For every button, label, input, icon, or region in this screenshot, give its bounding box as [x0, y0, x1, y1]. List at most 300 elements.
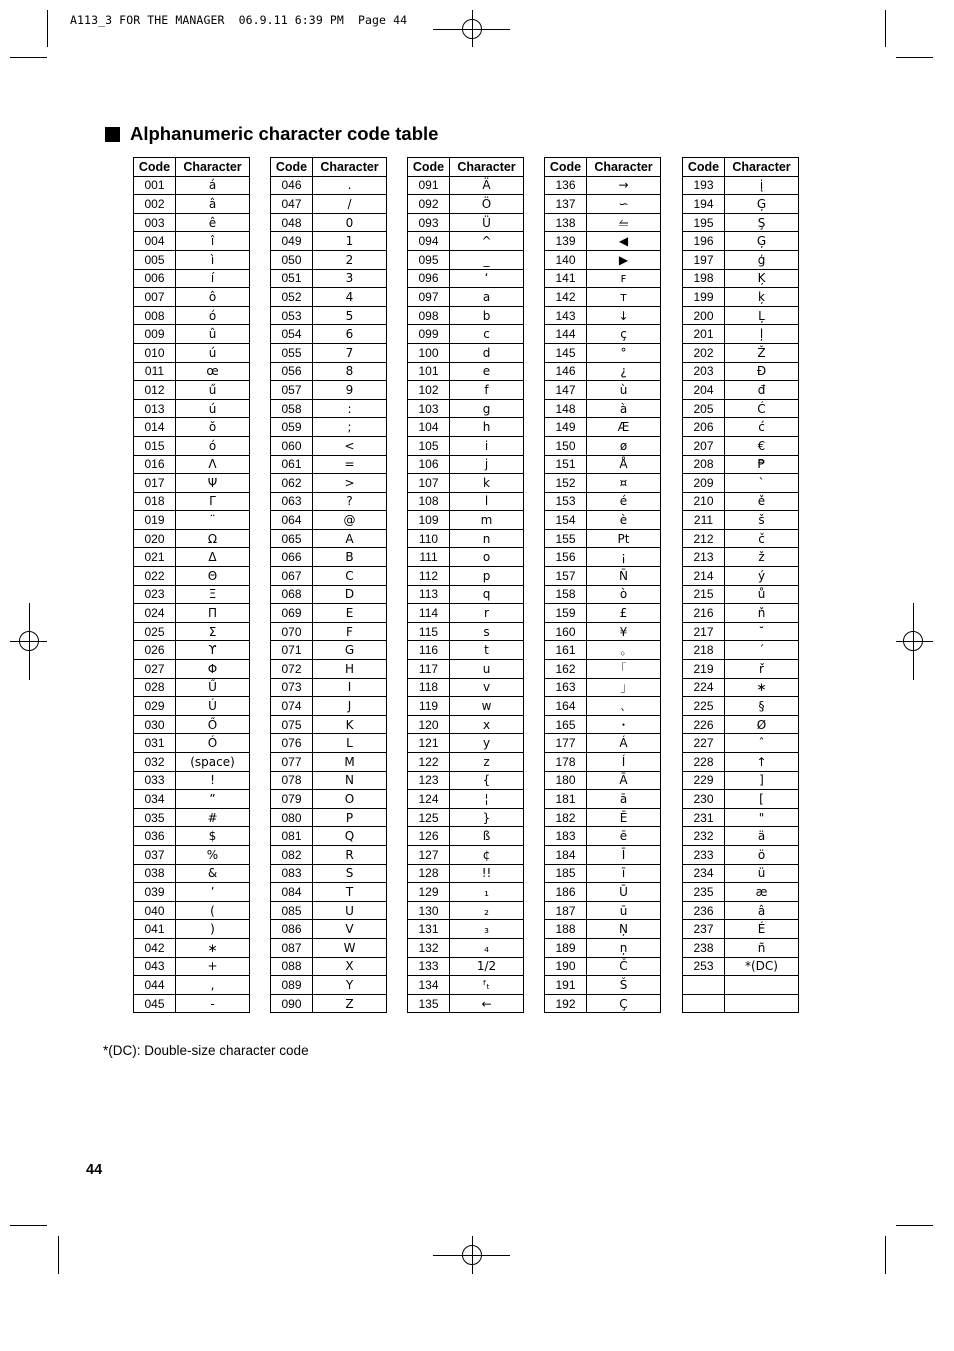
code-cell: 028	[134, 678, 176, 697]
code-cell: 082	[271, 845, 313, 864]
character-cell: U	[313, 901, 387, 920]
character-cell: 1/2	[450, 957, 524, 976]
character-cell: Θ	[176, 567, 250, 586]
code-cell: 135	[408, 994, 450, 1013]
character-cell: I	[313, 678, 387, 697]
character-cell: e	[450, 362, 524, 381]
code-cell: 025	[134, 622, 176, 641]
character-cell: b	[450, 306, 524, 325]
code-cell: 042	[134, 938, 176, 957]
table-row	[545, 548, 661, 567]
table-row	[271, 288, 387, 307]
code-cell: 238	[683, 938, 725, 957]
column-header-character: Character	[313, 158, 387, 177]
character-cell: Q	[313, 827, 387, 846]
code-cell: 205	[683, 399, 725, 418]
code-cell: 034	[134, 790, 176, 809]
code-cell: 181	[545, 790, 587, 809]
table-row	[271, 474, 387, 493]
table-row	[683, 808, 799, 827]
character-cell: h	[450, 418, 524, 437]
code-cell: 017	[134, 474, 176, 493]
character-cell: Ļ	[725, 306, 799, 325]
table-row	[408, 660, 524, 679]
table-row	[683, 622, 799, 641]
code-cell: 091	[408, 176, 450, 195]
table-row	[408, 455, 524, 474]
page-title: Alphanumeric character code table	[130, 123, 439, 144]
code-cell: 076	[271, 734, 313, 753]
code-cell: 035	[134, 808, 176, 827]
code-cell: 148	[545, 399, 587, 418]
character-cell: *(DC)	[725, 957, 799, 976]
character-cell: )	[176, 920, 250, 939]
character-cell: Σ	[176, 622, 250, 641]
code-cell: 044	[134, 976, 176, 995]
code-cell: 180	[545, 771, 587, 790]
table-row	[545, 343, 661, 362]
code-cell: 057	[271, 381, 313, 400]
character-cell: ¢	[450, 845, 524, 864]
table-row	[134, 753, 250, 772]
code-cell: 202	[683, 343, 725, 362]
character-cell: 8	[313, 362, 387, 381]
character-cell: ó	[176, 436, 250, 455]
character-cell: Ø	[725, 715, 799, 734]
code-cell: 004	[134, 232, 176, 251]
table-row	[408, 753, 524, 772]
character-cell: Ö	[450, 195, 524, 214]
code-cell: 203	[683, 362, 725, 381]
code-cell: 182	[545, 808, 587, 827]
crop-mark	[885, 1236, 886, 1274]
code-cell: 079	[271, 790, 313, 809]
character-cell: (space)	[176, 753, 250, 772]
table-row	[545, 845, 661, 864]
character-cell: €	[725, 436, 799, 455]
code-cell	[683, 976, 725, 995]
character-cell: û	[176, 325, 250, 344]
code-cell: 086	[271, 920, 313, 939]
character-cell: â	[725, 901, 799, 920]
table-row	[134, 474, 250, 493]
code-cell: 226	[683, 715, 725, 734]
code-cell: 063	[271, 492, 313, 511]
code-cell: 067	[271, 567, 313, 586]
code-cell: 023	[134, 585, 176, 604]
code-cell: 012	[134, 381, 176, 400]
character-cell: ñ	[725, 938, 799, 957]
table-row	[545, 771, 661, 790]
code-cell: 027	[134, 660, 176, 679]
character-cell: î	[176, 232, 250, 251]
code-cell: 211	[683, 511, 725, 530]
character-cell: `	[725, 474, 799, 493]
table-row	[408, 511, 524, 530]
code-cell: 131	[408, 920, 450, 939]
character-cell: ê	[176, 213, 250, 232]
code-cell: 020	[134, 529, 176, 548]
code-cell: 114	[408, 604, 450, 623]
table-row	[408, 474, 524, 493]
character-cell: £	[587, 604, 661, 623]
character-cell: ‘	[450, 269, 524, 288]
print-slug: A113_3 FOR THE MANAGER 06.9.11 6:39 PM Page 44	[70, 13, 408, 27]
character-cell: .	[313, 176, 387, 195]
crop-mark	[10, 1225, 47, 1226]
table-row	[683, 827, 799, 846]
code-cell: 048	[271, 213, 313, 232]
character-cell: Ű	[176, 678, 250, 697]
code-cell: 070	[271, 622, 313, 641]
code-cell: 213	[683, 548, 725, 567]
table-row	[545, 715, 661, 734]
table-row	[271, 325, 387, 344]
code-cell: 033	[134, 771, 176, 790]
code-cell: 099	[408, 325, 450, 344]
table-row	[683, 678, 799, 697]
character-cell: ú	[176, 343, 250, 362]
code-cell: 075	[271, 715, 313, 734]
code-cell: 051	[271, 269, 313, 288]
character-cell: +	[176, 957, 250, 976]
table-row	[683, 250, 799, 269]
code-cell: 083	[271, 864, 313, 883]
footnote: *(DC): Double-size character code	[103, 1043, 309, 1058]
code-cell: 110	[408, 529, 450, 548]
character-cell: ö	[725, 845, 799, 864]
code-cell: 186	[545, 883, 587, 902]
table-row	[545, 455, 661, 474]
character-cell: C	[313, 567, 387, 586]
character-cell: Ū	[587, 883, 661, 902]
character-cell: T	[313, 883, 387, 902]
code-cell: 087	[271, 938, 313, 957]
character-cell: Ć	[725, 399, 799, 418]
table-row	[134, 660, 250, 679]
table-row	[408, 213, 524, 232]
character-cell: Ķ	[725, 269, 799, 288]
table-row	[134, 622, 250, 641]
table-row	[408, 771, 524, 790]
character-cell: ^	[450, 232, 524, 251]
table-row	[271, 250, 387, 269]
code-cell: 121	[408, 734, 450, 753]
character-cell: ē	[587, 827, 661, 846]
code-cell: 018	[134, 492, 176, 511]
character-cell: q	[450, 585, 524, 604]
character-cell: č	[725, 529, 799, 548]
character-cell: /	[313, 195, 387, 214]
character-cell: ģ	[725, 250, 799, 269]
table-row	[683, 176, 799, 195]
code-cell: 229	[683, 771, 725, 790]
table-header-row	[408, 158, 524, 177]
code-cell: 177	[545, 734, 587, 753]
table-row	[545, 213, 661, 232]
code-cell: 095	[408, 250, 450, 269]
section-heading	[105, 123, 438, 145]
table-row	[408, 790, 524, 809]
code-cell: 113	[408, 585, 450, 604]
square-bullet-icon	[105, 127, 120, 142]
code-cell: 136	[545, 176, 587, 195]
code-cell: 072	[271, 660, 313, 679]
character-cell: :	[313, 399, 387, 418]
table-row	[134, 436, 250, 455]
code-cell: 112	[408, 567, 450, 586]
code-cell: 210	[683, 492, 725, 511]
character-cell: R	[313, 845, 387, 864]
character-cell: ű	[176, 381, 250, 400]
character-cell: 5	[313, 306, 387, 325]
table-row	[545, 585, 661, 604]
character-cell: Pt	[587, 529, 661, 548]
character-cell: }	[450, 808, 524, 827]
table-row	[545, 697, 661, 716]
table-row	[683, 697, 799, 716]
code-cell: 123	[408, 771, 450, 790]
table-row	[134, 641, 250, 660]
code-cell: 008	[134, 306, 176, 325]
code-cell: 068	[271, 585, 313, 604]
table-row	[683, 548, 799, 567]
table-row	[134, 232, 250, 251]
character-cell: š	[725, 511, 799, 530]
table-row	[545, 938, 661, 957]
character-cell: æ	[725, 883, 799, 902]
table-row	[683, 753, 799, 772]
column-header-character: Character	[587, 158, 661, 177]
character-cell: ｡	[587, 641, 661, 660]
code-cell: 102	[408, 381, 450, 400]
table-row	[408, 176, 524, 195]
character-cell: i	[450, 436, 524, 455]
code-cell: 234	[683, 864, 725, 883]
character-cell: 3	[313, 269, 387, 288]
code-cell: 019	[134, 511, 176, 530]
table-row	[271, 771, 387, 790]
table-row	[271, 845, 387, 864]
table-row	[271, 567, 387, 586]
character-cell: ’	[176, 883, 250, 902]
code-cell: 139	[545, 232, 587, 251]
character-cell: Ģ	[725, 195, 799, 214]
character-cell: Č	[587, 957, 661, 976]
table-row	[545, 511, 661, 530]
code-cell: 119	[408, 697, 450, 716]
code-cell: 046	[271, 176, 313, 195]
character-cell: ↑	[725, 753, 799, 772]
table-row	[271, 920, 387, 939]
code-cell: 185	[545, 864, 587, 883]
table-row	[545, 399, 661, 418]
code-cell: 218	[683, 641, 725, 660]
character-cell: Ş	[725, 213, 799, 232]
character-cell: t	[450, 641, 524, 660]
character-cell: v	[450, 678, 524, 697]
table-row	[545, 994, 661, 1013]
table-row	[545, 325, 661, 344]
table-row	[271, 548, 387, 567]
character-cell: 2	[313, 250, 387, 269]
code-cell: 207	[683, 436, 725, 455]
code-cell: 209	[683, 474, 725, 493]
character-cell: J	[313, 697, 387, 716]
code-cell: 144	[545, 325, 587, 344]
code-cell: 156	[545, 548, 587, 567]
table-row	[271, 808, 387, 827]
character-cell: ⥪	[587, 213, 661, 232]
character-cell: į	[725, 176, 799, 195]
table-row	[545, 864, 661, 883]
code-cell: 235	[683, 883, 725, 902]
table-row	[134, 845, 250, 864]
character-cell: N	[313, 771, 387, 790]
character-cell: ø	[587, 436, 661, 455]
code-cell: 096	[408, 269, 450, 288]
character-cell: ü	[725, 864, 799, 883]
table-row	[408, 232, 524, 251]
code-cell: 010	[134, 343, 176, 362]
character-cell: ù	[587, 381, 661, 400]
table-row	[408, 641, 524, 660]
code-cell: 041	[134, 920, 176, 939]
table-row	[683, 399, 799, 418]
character-cell: ¿	[587, 362, 661, 381]
code-cell: 105	[408, 436, 450, 455]
code-cell: 049	[271, 232, 313, 251]
code-cell: 014	[134, 418, 176, 437]
character-cell: ě	[725, 492, 799, 511]
table-row	[134, 381, 250, 400]
table-row	[134, 957, 250, 976]
character-cell: ň	[725, 604, 799, 623]
table-row	[683, 604, 799, 623]
character-cell: l	[450, 492, 524, 511]
character-cell: s	[450, 622, 524, 641]
code-cell: 061	[271, 455, 313, 474]
code-cell: 128	[408, 864, 450, 883]
table-row	[134, 288, 250, 307]
character-cell: ₱	[725, 455, 799, 474]
character-cell: E	[313, 604, 387, 623]
code-cell: 201	[683, 325, 725, 344]
code-cell: 109	[408, 511, 450, 530]
code-cell: 069	[271, 604, 313, 623]
table-row	[134, 808, 250, 827]
code-cell: 216	[683, 604, 725, 623]
table-row	[271, 362, 387, 381]
table-row	[271, 957, 387, 976]
table-row	[545, 195, 661, 214]
code-cell: 132	[408, 938, 450, 957]
table-row	[271, 399, 387, 418]
table-row	[134, 697, 250, 716]
table-row	[134, 548, 250, 567]
character-cell: ç	[587, 325, 661, 344]
table-row	[683, 306, 799, 325]
character-cell: ļ	[725, 325, 799, 344]
character-cell: #	[176, 808, 250, 827]
table-row	[545, 176, 661, 195]
table-row	[271, 436, 387, 455]
character-cell: ´	[725, 641, 799, 660]
character-cell: ᴛ	[587, 288, 661, 307]
code-cell: 108	[408, 492, 450, 511]
character-cell: ∗	[725, 678, 799, 697]
code-cell: 200	[683, 306, 725, 325]
table-row	[134, 176, 250, 195]
character-cell: á	[176, 176, 250, 195]
table-row	[271, 176, 387, 195]
character-cell: =	[313, 455, 387, 474]
table-row	[408, 362, 524, 381]
table-row	[408, 845, 524, 864]
code-table	[270, 157, 387, 1013]
character-cell: đ	[725, 381, 799, 400]
table-header-row	[271, 158, 387, 177]
character-cell: !!	[450, 864, 524, 883]
code-cell: 085	[271, 901, 313, 920]
character-cell: Π	[176, 604, 250, 623]
character-cell: ņ	[587, 938, 661, 957]
code-cell: 029	[134, 697, 176, 716]
code-cell: 126	[408, 827, 450, 846]
code-table	[544, 157, 661, 1013]
code-cell: 215	[683, 585, 725, 604]
character-cell: ŏ	[176, 418, 250, 437]
table-row	[545, 883, 661, 902]
table-row	[408, 938, 524, 957]
code-cell: 163	[545, 678, 587, 697]
code-cell: 165	[545, 715, 587, 734]
character-cell: Ģ	[725, 232, 799, 251]
table-row	[271, 938, 387, 957]
table-row	[683, 883, 799, 902]
code-cell: 155	[545, 529, 587, 548]
character-cell: ¤	[587, 474, 661, 493]
table-row	[271, 455, 387, 474]
table-row	[271, 622, 387, 641]
table-row	[134, 362, 250, 381]
character-cell: Ņ	[587, 920, 661, 939]
table-row	[271, 734, 387, 753]
code-cell: 118	[408, 678, 450, 697]
page-number: 44	[86, 1162, 103, 1178]
code-cell: 142	[545, 288, 587, 307]
code-cell: 158	[545, 585, 587, 604]
table-row	[683, 269, 799, 288]
character-cell: ô	[176, 288, 250, 307]
crop-mark	[896, 1225, 933, 1226]
code-cell: 219	[683, 660, 725, 679]
character-cell: Ī	[587, 845, 661, 864]
code-cell: 253	[683, 957, 725, 976]
character-cell: œ	[176, 362, 250, 381]
column-header-code: Code	[408, 158, 450, 177]
character-cell: w	[450, 697, 524, 716]
character-cell: ˘	[725, 622, 799, 641]
code-cell: 060	[271, 436, 313, 455]
character-cell: H	[313, 660, 387, 679]
code-cell: 065	[271, 529, 313, 548]
table-row	[545, 827, 661, 846]
character-cell: 9	[313, 381, 387, 400]
character-cell: [	[725, 790, 799, 809]
code-cell: 161	[545, 641, 587, 660]
code-cell: 080	[271, 808, 313, 827]
